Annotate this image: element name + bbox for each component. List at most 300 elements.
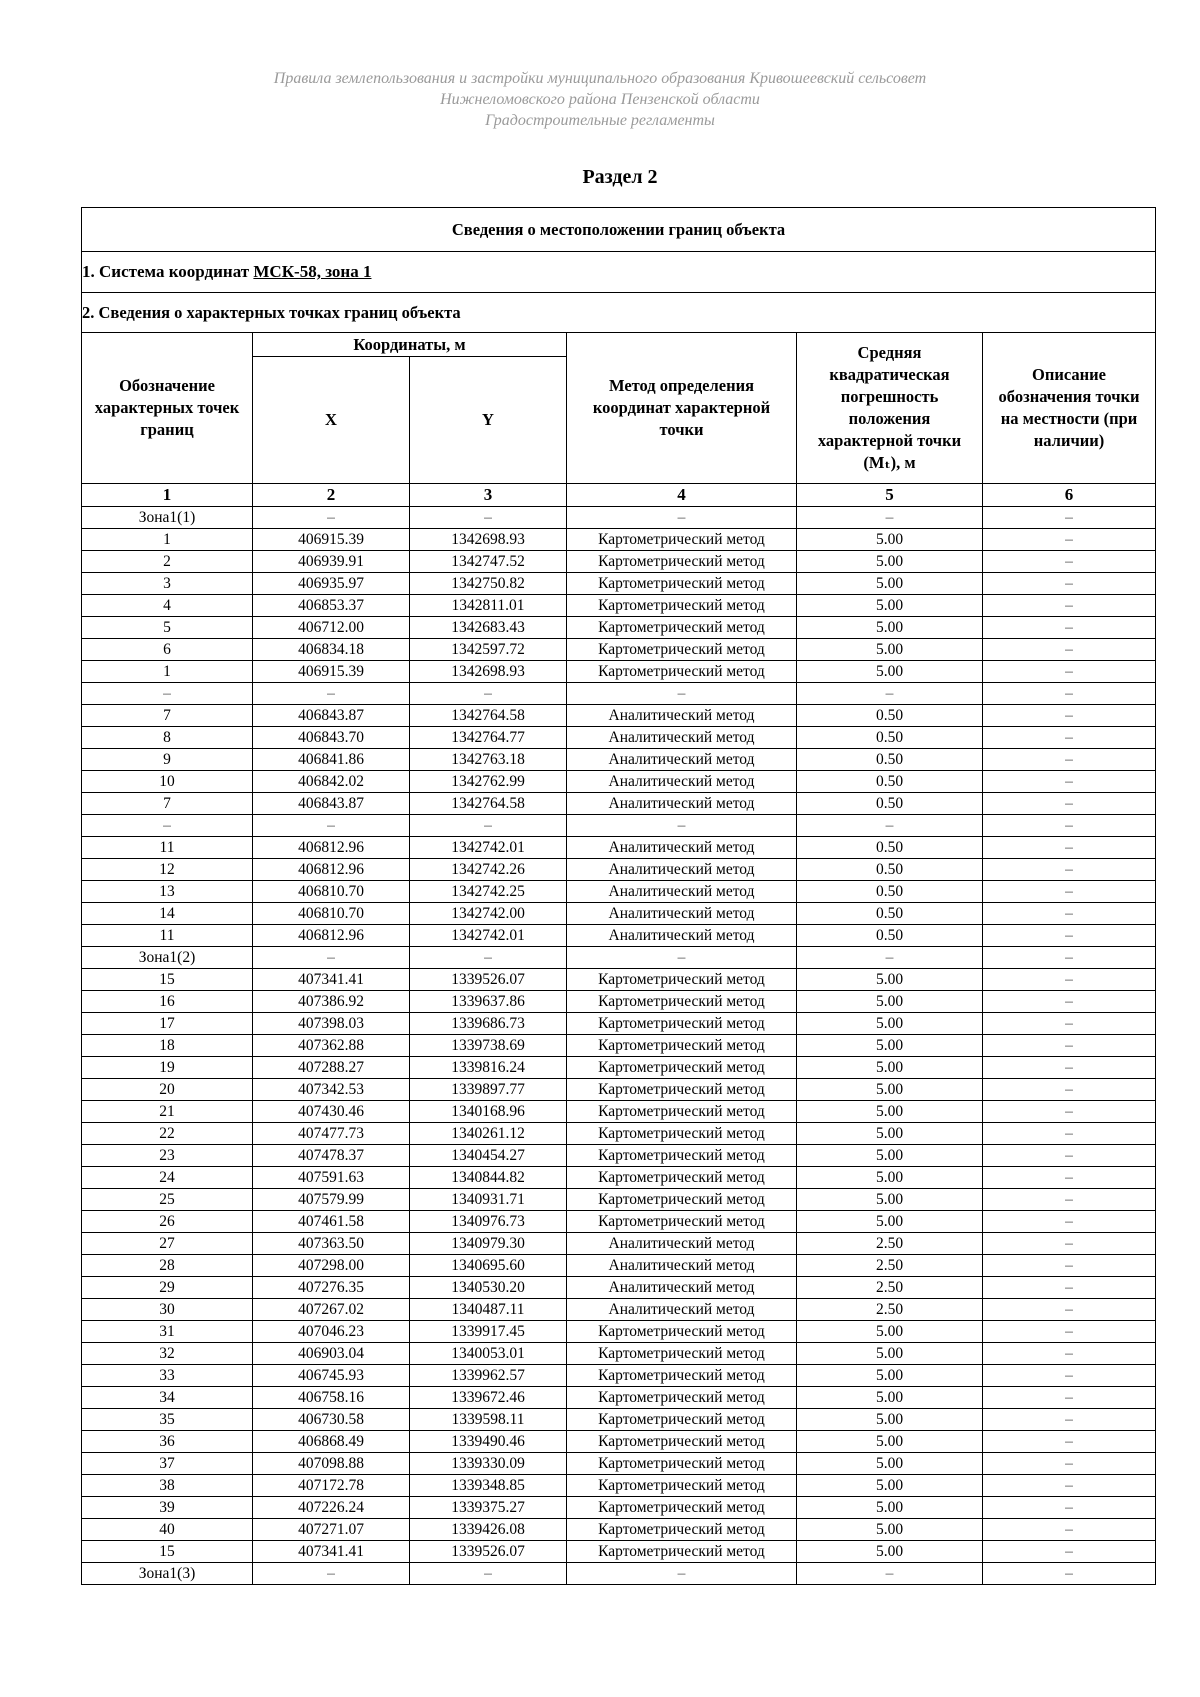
mean-error: – bbox=[797, 683, 983, 705]
coordinate-x: 407362.88 bbox=[253, 1035, 410, 1057]
coordinate-x: 407386.92 bbox=[253, 991, 410, 1013]
coordinate-y: 1339686.73 bbox=[410, 1013, 567, 1035]
coordinate-y: – bbox=[410, 507, 567, 529]
table-row bbox=[82, 1189, 1156, 1211]
mean-error: 5.00 bbox=[797, 1519, 983, 1541]
point-designation: 21 bbox=[82, 1101, 253, 1123]
coordinate-y: 1339897.77 bbox=[410, 1079, 567, 1101]
mean-error: – bbox=[797, 947, 983, 969]
point-description: – bbox=[983, 1013, 1156, 1035]
coordinate-y: 1340261.12 bbox=[410, 1123, 567, 1145]
mean-error: 5.00 bbox=[797, 1387, 983, 1409]
table-row bbox=[82, 903, 1156, 925]
method: Картометрический метод bbox=[567, 1519, 797, 1541]
point-description: – bbox=[983, 925, 1156, 947]
point-description: – bbox=[983, 1167, 1156, 1189]
point-description: – bbox=[983, 1321, 1156, 1343]
coordinate-x: 406812.96 bbox=[253, 859, 410, 881]
coordinate-x: 406730.58 bbox=[253, 1409, 410, 1431]
mean-error: 5.00 bbox=[797, 1079, 983, 1101]
coordinate-x: 406834.18 bbox=[253, 639, 410, 661]
method: Картометрический метод bbox=[567, 1431, 797, 1453]
point-designation: 11 bbox=[82, 837, 253, 859]
mean-error: 0.50 bbox=[797, 881, 983, 903]
method: Аналитический метод bbox=[567, 837, 797, 859]
method: Картометрический метод bbox=[567, 639, 797, 661]
point-designation: 13 bbox=[82, 881, 253, 903]
coordinate-y: 1339962.57 bbox=[410, 1365, 567, 1387]
point-description: – bbox=[983, 639, 1156, 661]
coordinate-y: 1340053.01 bbox=[410, 1343, 567, 1365]
coordinate-y: 1342763.18 bbox=[410, 749, 567, 771]
point-description: – bbox=[983, 1365, 1156, 1387]
coordinate-y: 1340844.82 bbox=[410, 1167, 567, 1189]
table-row bbox=[82, 1541, 1156, 1563]
point-description: – bbox=[983, 1189, 1156, 1211]
coordinate-x: 407478.37 bbox=[253, 1145, 410, 1167]
table-row bbox=[82, 1277, 1156, 1299]
table-row bbox=[82, 1013, 1156, 1035]
coordinate-x: 406903.04 bbox=[253, 1343, 410, 1365]
point-description: – bbox=[983, 617, 1156, 639]
coordinate-y: 1342764.77 bbox=[410, 727, 567, 749]
coordinate-x: 407363.50 bbox=[253, 1233, 410, 1255]
point-designation: 34 bbox=[82, 1387, 253, 1409]
method: – bbox=[567, 815, 797, 837]
point-designation: 23 bbox=[82, 1145, 253, 1167]
table-row bbox=[82, 1321, 1156, 1343]
method: Аналитический метод bbox=[567, 1277, 797, 1299]
coordinate-x: 406810.70 bbox=[253, 903, 410, 925]
mean-error: 5.00 bbox=[797, 1057, 983, 1079]
method: Картометрический метод bbox=[567, 661, 797, 683]
method: Картометрический метод bbox=[567, 969, 797, 991]
method: Аналитический метод bbox=[567, 1299, 797, 1321]
header-description: Описание обозначения точки на местности (при наличии) bbox=[983, 333, 1156, 484]
coordinate-x: – bbox=[253, 815, 410, 837]
coordinate-x: 406939.91 bbox=[253, 551, 410, 573]
point-description: – bbox=[983, 1299, 1156, 1321]
coordinate-y: 1342762.99 bbox=[410, 771, 567, 793]
point-designation: 39 bbox=[82, 1497, 253, 1519]
point-designation: 38 bbox=[82, 1475, 253, 1497]
point-description: – bbox=[983, 969, 1156, 991]
coordinate-x: 407591.63 bbox=[253, 1167, 410, 1189]
coordinate-y: 1342742.01 bbox=[410, 925, 567, 947]
table-row bbox=[82, 1343, 1156, 1365]
table-row bbox=[82, 551, 1156, 573]
point-description: – bbox=[983, 815, 1156, 837]
mean-error: 5.00 bbox=[797, 1101, 983, 1123]
mean-error: 2.50 bbox=[797, 1233, 983, 1255]
mean-error: 5.00 bbox=[797, 617, 983, 639]
coordinate-x: – bbox=[253, 947, 410, 969]
point-designation: 1 bbox=[82, 661, 253, 683]
coordinate-y: 1342698.93 bbox=[410, 529, 567, 551]
table-row bbox=[82, 881, 1156, 903]
method: Аналитический метод bbox=[567, 881, 797, 903]
point-description: – bbox=[983, 1519, 1156, 1541]
coordinate-x: 406843.87 bbox=[253, 705, 410, 727]
coordinate-y: 1339375.27 bbox=[410, 1497, 567, 1519]
table-row bbox=[82, 1365, 1156, 1387]
point-designation: 1 bbox=[82, 529, 253, 551]
mean-error: 5.00 bbox=[797, 551, 983, 573]
table-row bbox=[82, 837, 1156, 859]
coordinate-x: 406843.87 bbox=[253, 793, 410, 815]
mean-error: 5.00 bbox=[797, 1431, 983, 1453]
table-row bbox=[82, 1211, 1156, 1233]
point-designation: 9 bbox=[82, 749, 253, 771]
method: Картометрический метод bbox=[567, 1541, 797, 1563]
method: Картометрический метод bbox=[567, 1497, 797, 1519]
coordinate-y: 1342742.26 bbox=[410, 859, 567, 881]
mean-error: 5.00 bbox=[797, 1035, 983, 1057]
coordinate-x: 407398.03 bbox=[253, 1013, 410, 1035]
method: Картометрический метод bbox=[567, 1013, 797, 1035]
mean-error: 5.00 bbox=[797, 1365, 983, 1387]
coordinate-y: 1339738.69 bbox=[410, 1035, 567, 1057]
table-row bbox=[82, 595, 1156, 617]
coordinate-y: 1342683.43 bbox=[410, 617, 567, 639]
point-description: – bbox=[983, 1431, 1156, 1453]
mean-error: 5.00 bbox=[797, 969, 983, 991]
coordinate-y: 1339348.85 bbox=[410, 1475, 567, 1497]
table-row bbox=[82, 573, 1156, 595]
mean-error: 5.00 bbox=[797, 1541, 983, 1563]
table-row bbox=[82, 1035, 1156, 1057]
table-row bbox=[82, 617, 1156, 639]
table-row bbox=[82, 1431, 1156, 1453]
point-description: – bbox=[983, 1233, 1156, 1255]
coordinate-y: – bbox=[410, 683, 567, 705]
mean-error: 5.00 bbox=[797, 573, 983, 595]
coordinate-x: 407098.88 bbox=[253, 1453, 410, 1475]
coordinate-x: 407342.53 bbox=[253, 1079, 410, 1101]
table-row bbox=[82, 1079, 1156, 1101]
coordinate-y: 1340979.30 bbox=[410, 1233, 567, 1255]
header-line-1: Правила землепользования и застройки муниципального образования Кривошеевский сельсовет bbox=[273, 70, 927, 87]
coordinate-x: 407267.02 bbox=[253, 1299, 410, 1321]
coordinate-x: 406812.96 bbox=[253, 837, 410, 859]
coordinate-x: 407288.27 bbox=[253, 1057, 410, 1079]
mean-error: 5.00 bbox=[797, 1453, 983, 1475]
method: Аналитический метод bbox=[567, 793, 797, 815]
mean-error: 5.00 bbox=[797, 1189, 983, 1211]
method: Картометрический метод bbox=[567, 1101, 797, 1123]
method: Картометрический метод bbox=[567, 595, 797, 617]
table-row bbox=[82, 1101, 1156, 1123]
point-designation: 7 bbox=[82, 705, 253, 727]
point-description: – bbox=[983, 1541, 1156, 1563]
mean-error: 5.00 bbox=[797, 1321, 983, 1343]
table-row bbox=[82, 683, 1156, 705]
method: Аналитический метод bbox=[567, 1255, 797, 1277]
mean-error: 0.50 bbox=[797, 859, 983, 881]
method: Картометрический метод bbox=[567, 529, 797, 551]
coordinate-x: 407341.41 bbox=[253, 969, 410, 991]
point-description: – bbox=[983, 793, 1156, 815]
header-designation: Обозначение характерных точек границ bbox=[82, 333, 253, 484]
method: Картометрический метод bbox=[567, 1343, 797, 1365]
coordinate-system-value: МСК-58, зона 1 bbox=[253, 262, 372, 281]
coordinate-x: 407461.58 bbox=[253, 1211, 410, 1233]
mean-error: 5.00 bbox=[797, 1167, 983, 1189]
point-designation: 22 bbox=[82, 1123, 253, 1145]
point-designation: 12 bbox=[82, 859, 253, 881]
header-x: X bbox=[253, 357, 410, 484]
coordinate-x: 407046.23 bbox=[253, 1321, 410, 1343]
point-designation: 14 bbox=[82, 903, 253, 925]
method: Аналитический метод bbox=[567, 727, 797, 749]
coordinate-system-row bbox=[82, 252, 1156, 293]
point-description: – bbox=[983, 1387, 1156, 1409]
mean-error: 0.50 bbox=[797, 837, 983, 859]
point-designation: 30 bbox=[82, 1299, 253, 1321]
point-designation: Зона1(3) bbox=[82, 1563, 253, 1585]
method: – bbox=[567, 683, 797, 705]
method: Картометрический метод bbox=[567, 1079, 797, 1101]
mean-error: – bbox=[797, 1563, 983, 1585]
header-method: Метод определения координат характерной точки bbox=[567, 333, 797, 484]
method: Аналитический метод bbox=[567, 771, 797, 793]
column-number: 5 bbox=[797, 484, 983, 507]
document-header bbox=[0, 68, 1200, 131]
method: Аналитический метод bbox=[567, 925, 797, 947]
method: – bbox=[567, 1563, 797, 1585]
mean-error: 0.50 bbox=[797, 749, 983, 771]
coordinate-x: 406810.70 bbox=[253, 881, 410, 903]
point-description: – bbox=[983, 1255, 1156, 1277]
coordinate-x: 406842.02 bbox=[253, 771, 410, 793]
coordinate-y: 1339637.86 bbox=[410, 991, 567, 1013]
table-row bbox=[82, 859, 1156, 881]
method: Аналитический метод bbox=[567, 859, 797, 881]
coordinate-x: 406853.37 bbox=[253, 595, 410, 617]
point-designation: 27 bbox=[82, 1233, 253, 1255]
point-description: – bbox=[983, 1475, 1156, 1497]
table-row bbox=[82, 1255, 1156, 1277]
method: Картометрический метод bbox=[567, 1475, 797, 1497]
method: Картометрический метод bbox=[567, 1387, 797, 1409]
coordinate-x: 407226.24 bbox=[253, 1497, 410, 1519]
point-description: – bbox=[983, 1211, 1156, 1233]
mean-error: 5.00 bbox=[797, 639, 983, 661]
coordinate-y: 1342698.93 bbox=[410, 661, 567, 683]
method: Картометрический метод bbox=[567, 1057, 797, 1079]
point-designation: 33 bbox=[82, 1365, 253, 1387]
table-row bbox=[82, 1387, 1156, 1409]
column-number: 2 bbox=[253, 484, 410, 507]
method: Картометрический метод bbox=[567, 1321, 797, 1343]
point-description: – bbox=[983, 991, 1156, 1013]
coordinate-x: 407477.73 bbox=[253, 1123, 410, 1145]
table-caption: Сведения о местоположении границ объекта bbox=[82, 208, 1156, 252]
table-row bbox=[82, 1167, 1156, 1189]
header-line-3: Градостроительные регламенты bbox=[485, 112, 715, 129]
table-row bbox=[82, 991, 1156, 1013]
method: Картометрический метод bbox=[567, 1167, 797, 1189]
point-designation: 24 bbox=[82, 1167, 253, 1189]
coordinate-y: 1340695.60 bbox=[410, 1255, 567, 1277]
method: Аналитический метод bbox=[567, 1233, 797, 1255]
mean-error: 5.00 bbox=[797, 529, 983, 551]
point-designation: 10 bbox=[82, 771, 253, 793]
method: Картометрический метод bbox=[567, 551, 797, 573]
point-description: – bbox=[983, 1057, 1156, 1079]
point-designation: 15 bbox=[82, 969, 253, 991]
table-row bbox=[82, 1453, 1156, 1475]
table-row bbox=[82, 1057, 1156, 1079]
method: Картометрический метод bbox=[567, 1409, 797, 1431]
table-row bbox=[82, 1299, 1156, 1321]
point-designation: 35 bbox=[82, 1409, 253, 1431]
point-description: – bbox=[983, 507, 1156, 529]
coordinate-x: 406935.97 bbox=[253, 573, 410, 595]
coordinate-x: 407579.99 bbox=[253, 1189, 410, 1211]
column-number: 3 bbox=[410, 484, 567, 507]
method: Аналитический метод bbox=[567, 903, 797, 925]
table-row bbox=[82, 639, 1156, 661]
point-description: – bbox=[983, 1101, 1156, 1123]
point-description: – bbox=[983, 881, 1156, 903]
point-description: – bbox=[983, 903, 1156, 925]
method: Картометрический метод bbox=[567, 1453, 797, 1475]
point-designation: 4 bbox=[82, 595, 253, 617]
point-designation: 11 bbox=[82, 925, 253, 947]
mean-error: 5.00 bbox=[797, 595, 983, 617]
coordinate-y: 1342811.01 bbox=[410, 595, 567, 617]
point-description: – bbox=[983, 595, 1156, 617]
point-description: – bbox=[983, 1453, 1156, 1475]
point-description: – bbox=[983, 551, 1156, 573]
point-description: – bbox=[983, 837, 1156, 859]
column-number: 6 bbox=[983, 484, 1156, 507]
mean-error: 0.50 bbox=[797, 771, 983, 793]
point-designation: 18 bbox=[82, 1035, 253, 1057]
point-designation: 6 bbox=[82, 639, 253, 661]
point-designation: 36 bbox=[82, 1431, 253, 1453]
coordinate-system-label: 1. Система координат bbox=[82, 262, 254, 281]
point-designation: 2 bbox=[82, 551, 253, 573]
point-designation: 31 bbox=[82, 1321, 253, 1343]
table-row bbox=[82, 1409, 1156, 1431]
points-section-title: 2. Сведения о характерных точках границ объекта bbox=[82, 293, 1156, 333]
point-designation: 28 bbox=[82, 1255, 253, 1277]
mean-error: 0.50 bbox=[797, 793, 983, 815]
coordinate-y: 1339490.46 bbox=[410, 1431, 567, 1453]
coordinate-y: 1342742.00 bbox=[410, 903, 567, 925]
point-designation: 20 bbox=[82, 1079, 253, 1101]
table-row bbox=[82, 815, 1156, 837]
point-description: – bbox=[983, 1035, 1156, 1057]
coordinate-y: – bbox=[410, 1563, 567, 1585]
coordinate-y: 1340454.27 bbox=[410, 1145, 567, 1167]
mean-error: 5.00 bbox=[797, 1475, 983, 1497]
point-description: – bbox=[983, 529, 1156, 551]
point-designation: 19 bbox=[82, 1057, 253, 1079]
coordinate-x: 406868.49 bbox=[253, 1431, 410, 1453]
table-row bbox=[82, 661, 1156, 683]
coordinate-y: 1340530.20 bbox=[410, 1277, 567, 1299]
point-description: – bbox=[983, 683, 1156, 705]
point-designation: 15 bbox=[82, 1541, 253, 1563]
mean-error: – bbox=[797, 507, 983, 529]
mean-error: 5.00 bbox=[797, 1013, 983, 1035]
coordinate-y: 1340931.71 bbox=[410, 1189, 567, 1211]
coordinate-y: – bbox=[410, 947, 567, 969]
table-row bbox=[82, 1233, 1156, 1255]
point-designation: 40 bbox=[82, 1519, 253, 1541]
coordinate-y: 1342747.52 bbox=[410, 551, 567, 573]
mean-error: 5.00 bbox=[797, 1497, 983, 1519]
coordinate-y: 1342750.82 bbox=[410, 573, 567, 595]
column-number: 4 bbox=[567, 484, 797, 507]
mean-error: 5.00 bbox=[797, 1123, 983, 1145]
boundary-table bbox=[81, 207, 1156, 1585]
coordinate-x: – bbox=[253, 683, 410, 705]
column-numbers-row bbox=[82, 484, 1156, 507]
method: Картометрический метод bbox=[567, 1189, 797, 1211]
coordinate-y: 1342764.58 bbox=[410, 793, 567, 815]
table-row bbox=[82, 947, 1156, 969]
table-row bbox=[82, 1563, 1156, 1585]
coordinate-y: 1339917.45 bbox=[410, 1321, 567, 1343]
method: – bbox=[567, 947, 797, 969]
point-designation: Зона1(1) bbox=[82, 507, 253, 529]
coordinate-y: 1340976.73 bbox=[410, 1211, 567, 1233]
point-designation: 7 bbox=[82, 793, 253, 815]
point-description: – bbox=[983, 573, 1156, 595]
point-description: – bbox=[983, 1563, 1156, 1585]
table-row bbox=[82, 529, 1156, 551]
coordinate-y: 1340168.96 bbox=[410, 1101, 567, 1123]
mean-error: 2.50 bbox=[797, 1255, 983, 1277]
coordinate-y: 1342597.72 bbox=[410, 639, 567, 661]
method: Картометрический метод bbox=[567, 1123, 797, 1145]
mean-error: 5.00 bbox=[797, 1145, 983, 1167]
coordinate-y: 1339426.08 bbox=[410, 1519, 567, 1541]
table-row bbox=[82, 1475, 1156, 1497]
coordinate-y: 1342742.01 bbox=[410, 837, 567, 859]
coordinate-x: 406745.93 bbox=[253, 1365, 410, 1387]
point-description: – bbox=[983, 1409, 1156, 1431]
point-description: – bbox=[983, 1277, 1156, 1299]
coordinate-y: 1339330.09 bbox=[410, 1453, 567, 1475]
point-designation: – bbox=[82, 683, 253, 705]
coordinate-x: – bbox=[253, 507, 410, 529]
point-description: – bbox=[983, 1079, 1156, 1101]
coordinate-x: 407430.46 bbox=[253, 1101, 410, 1123]
table-row bbox=[82, 1497, 1156, 1519]
coordinate-y: 1342742.25 bbox=[410, 881, 567, 903]
coordinate-y: 1339526.07 bbox=[410, 1541, 567, 1563]
table-row bbox=[82, 969, 1156, 991]
table-row bbox=[82, 1123, 1156, 1145]
point-description: – bbox=[983, 1497, 1156, 1519]
coordinate-x: 406915.39 bbox=[253, 661, 410, 683]
mean-error: 2.50 bbox=[797, 1299, 983, 1321]
coordinate-x: 406841.86 bbox=[253, 749, 410, 771]
point-designation: 37 bbox=[82, 1453, 253, 1475]
table-row bbox=[82, 749, 1156, 771]
coordinate-x: 406712.00 bbox=[253, 617, 410, 639]
table-row bbox=[82, 771, 1156, 793]
mean-error: 5.00 bbox=[797, 991, 983, 1013]
coordinate-x: 407172.78 bbox=[253, 1475, 410, 1497]
table-row bbox=[82, 793, 1156, 815]
coordinate-x: – bbox=[253, 1563, 410, 1585]
